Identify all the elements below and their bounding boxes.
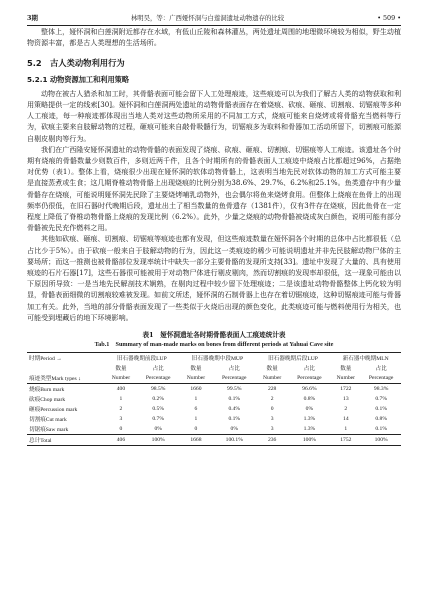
page-number: • 509 • (377, 14, 401, 22)
table-cell: 2 (119, 406, 123, 413)
row-label: 切割痕Cut mark (29, 417, 67, 424)
row-label: 砸痕Percussion mark (29, 407, 78, 414)
table-cell: 1 (344, 426, 348, 433)
table-cell: 400 (116, 386, 126, 393)
table-cell: 100% (288, 435, 330, 446)
count-col-label: 数量 (266, 366, 278, 373)
marks-table (27, 352, 401, 446)
table-row (27, 424, 401, 435)
pct-col-label: 占比 (375, 366, 387, 373)
issue-number: 3期 (27, 14, 38, 22)
period-header: 时期Period → (27, 353, 105, 364)
table-cell: 0% (154, 426, 162, 433)
pct-col-label-en: Percentage (288, 373, 330, 384)
table-cell: 98.3% (373, 386, 389, 393)
table-cell: 96.6% (302, 386, 317, 393)
table-cell: 3 (270, 426, 274, 433)
count-col-label: 数量 (340, 366, 352, 373)
table-row-total (27, 435, 401, 446)
table-cell: 1.3% (303, 426, 316, 433)
table-cell: 0.7% (375, 396, 387, 403)
table-cell: 6 (194, 406, 198, 413)
table-body (27, 384, 401, 446)
pct-col-label: 占比 (152, 366, 164, 373)
table-cell: 1 (194, 396, 198, 403)
table-cell: 1 (119, 396, 123, 403)
period-header-lup-late: 旧石器晚期后段LUP (256, 353, 331, 364)
table-cell: 99.5% (227, 386, 242, 393)
row-label: 总计Total (27, 435, 105, 446)
period-header-mup: 旧石器晚期中段MUP (179, 353, 256, 364)
table-cell: 0.4% (228, 406, 241, 413)
table-cell: 1722 (340, 386, 352, 393)
table-cell: 1752 (330, 435, 361, 446)
table-cell: 0% (230, 426, 238, 433)
table-title-en: Tab.1 Summary of man-made marks on bones from different periods at Yahuai Cave site (94, 341, 334, 349)
table-cell: 0.1% (375, 406, 387, 413)
row-label: 砍痕Chop mark (29, 397, 66, 404)
table-cell: 0.1% (228, 416, 241, 423)
count-col-label-en: Number (105, 373, 138, 384)
table-cell: 228 (267, 386, 277, 393)
table-cell: 13 (343, 396, 349, 403)
table-cell: 3 (270, 416, 274, 423)
table-cell: 100.1% (213, 435, 256, 446)
paragraph-1: 动物在被古人猎杀和加工时，其骨骼表面可能会留下人工处理痕迹，这些痕迹可以为我们了解古人类的动物获取和利用策略提供一定的线索[30]。娅怀洞和白莲洞两处遗址的动物骨骼表面存在着烧痕、砍痕、砸痕、切割痕、切锯痕等多种人工痕迹，每一种痕迹都体现出当地人类对这些动物所采用的不同加工方式，烧痕可能来自烧烤或将骨骼充当燃料等行为，砍痕主要来自肢解动物的过程，砸痕可能来自敲骨吸髓行为，切锯痕多为取料和骨器加工活动所留下，切割痕可能源自剔皮剔肉等行为。 (27, 88, 401, 143)
running-title: 林明昊，等：广西娅怀洞与白莲洞遗址动物遗存的比较 (130, 14, 285, 22)
table-cell: 0 (194, 426, 198, 433)
table-cell: 406 (105, 435, 138, 446)
paragraph-2: 我们在广西隆安娅怀洞遗址的动物骨骼的表面发现了烧痕、砍痕、砸痕、切割痕、切锯痕等人工痕迹。该遗址各个时期有烧痕的骨骼数量少则数百件，多则近两千件，且各个时期所有的骨骼表面人工痕迹中烧痕占比都超过96%，占据绝对优势（表1）。整体上看，烧痕很少出现在娅怀洞的软体动物骨骼上，这表明当地先民对软体动物的加工方式可能主要是直接蒸煮或生食；这几期脊椎动物骨骼上出现烧痕的比例分别为38.6%、29.7%、6.2%和25.1%。鱼类遗存中有少量骨骼存在烧痕，可能说明娅怀洞先民除了主要烧烤哺乳动物外，也会偶尔将鱼来烧烤食用。但整体上烧痕在鱼骨上的出现频率仍很低，在旧石器时代晚期后段，遗址出土了相当数量的鱼骨遗存（1381件），仅有3件存在烧痕，因此鱼骨在一定程度上降低了脊椎动物骨骼上烧痕的发现比例（6.2%）。此外，少量之烧痕的动物骨骼被烧成灰白颜色，说明可能有部分骨骼被先民充作燃料之用。 (27, 144, 401, 233)
pct-col-label: 占比 (228, 366, 240, 373)
type-header: 痕迹类型Mark types ↓ (27, 373, 105, 384)
table-row (27, 394, 401, 404)
count-col-label-en: Number (179, 373, 213, 384)
table-cell: 1660 (190, 386, 202, 393)
table-cell: 0 (270, 406, 274, 413)
table-cell: 2 (344, 406, 348, 413)
period-header-mln: 新石器中晚期MLN (330, 353, 401, 364)
table-row (27, 414, 401, 424)
table-cell: 1668 (179, 435, 213, 446)
period-header-lup-early: 旧石器晚期前段LUP (105, 353, 180, 364)
table-cell: 0.8% (375, 416, 387, 423)
table-cell: 0.1% (375, 426, 387, 433)
table-cell: 100% (137, 435, 179, 446)
table-cell: 0.1% (228, 396, 241, 403)
body-text (27, 26, 401, 323)
pct-col-label-en: Percentage (213, 373, 256, 384)
count-col-label: 数量 (190, 366, 202, 373)
table-cell: 0.7% (152, 416, 164, 423)
subsection-heading: 5.2.1 动物资源加工和利用策略 (27, 74, 130, 84)
table-cell: 100% (361, 435, 401, 446)
row-label: 烧痕Burn mark (29, 387, 65, 394)
pct-col-label-en: Percentage (361, 373, 401, 384)
pct-col-label-en: Percentage (137, 373, 179, 384)
intro-paragraph: 整体上，娅怀洞和白莲洞附近都存在水域，有低山丘陵和森林灌丛，两处遗址周围的地理微环境较为相似，野生动植物资源丰富，都是古人类理想的生活场所。 (27, 27, 401, 48)
table-cell: 1.3% (303, 416, 316, 423)
table-cell: 0.8% (303, 396, 316, 403)
count-col-label: 数量 (115, 366, 127, 373)
table-cell: 0.2% (152, 396, 164, 403)
count-col-label-en: Number (256, 373, 289, 384)
section-heading: 5.2 古人类动物利用行为 (27, 58, 125, 69)
table-cell: 2 (270, 396, 274, 403)
table-row (27, 384, 401, 395)
table-cell: 0% (305, 406, 314, 413)
table-cell: 236 (256, 435, 289, 446)
table-cell: 3 (119, 416, 123, 423)
row-label: 切锯痕Saw mark (29, 427, 69, 434)
table-title: 表1 娅怀洞遗址各时期骨骼表面人工痕迹统计表 (142, 331, 286, 340)
running-header (27, 0, 401, 26)
table-cell: 98.5% (150, 386, 166, 393)
table-row (27, 404, 401, 414)
pct-col-label: 占比 (303, 366, 315, 373)
table-cell: 0.5% (152, 406, 164, 413)
table-cell: 1 (194, 416, 198, 423)
paragraph-3: 其他如砍痕、砸痕、切割痕、切锯痕等痕迹也都有发现，但这些痕迹数量在娅怀洞各个时期的总体中占比都很低（总占比少于5%）。由于砍痕一般来自于肢解动物的行为，因此这一类痕迹的稀少可能说明遗址并非先民肢解动物尸体的主要场所；而这一推测也被骨骼部位发现率统计中缺失一部分主要骨骼的发现所支持[33]。遗址中发现了大量的、具有使用痕迹的石片石器[17]，这些石器很可能被用于对动物尸体进行剔皮剔肉，然而切割痕的发现率却很低，这一现象可能由以下原因所导致：一是当地先民解剖技术娴熟，在剔肉过程中较少留下处理痕迹；二是该遗址动物骨骼整体上钙化较为明显，骨骼表面细微的切割痕较难被发现。如前文所述，娅怀洞的石制骨器上也存在着切锯痕迹，这种切锯痕迹可能与骨器加工有关。此外，当地的部分骨骼表面发现了一些类似于火烧后出现的颜色变化，此类痕迹可能与燃料使用行为相关，也可能受到埋藏后的地下环境影响。 (27, 234, 401, 322)
table-cell: 0 (119, 426, 123, 433)
table-cell: 14 (343, 416, 349, 423)
count-col-label-en: Number (330, 373, 361, 384)
